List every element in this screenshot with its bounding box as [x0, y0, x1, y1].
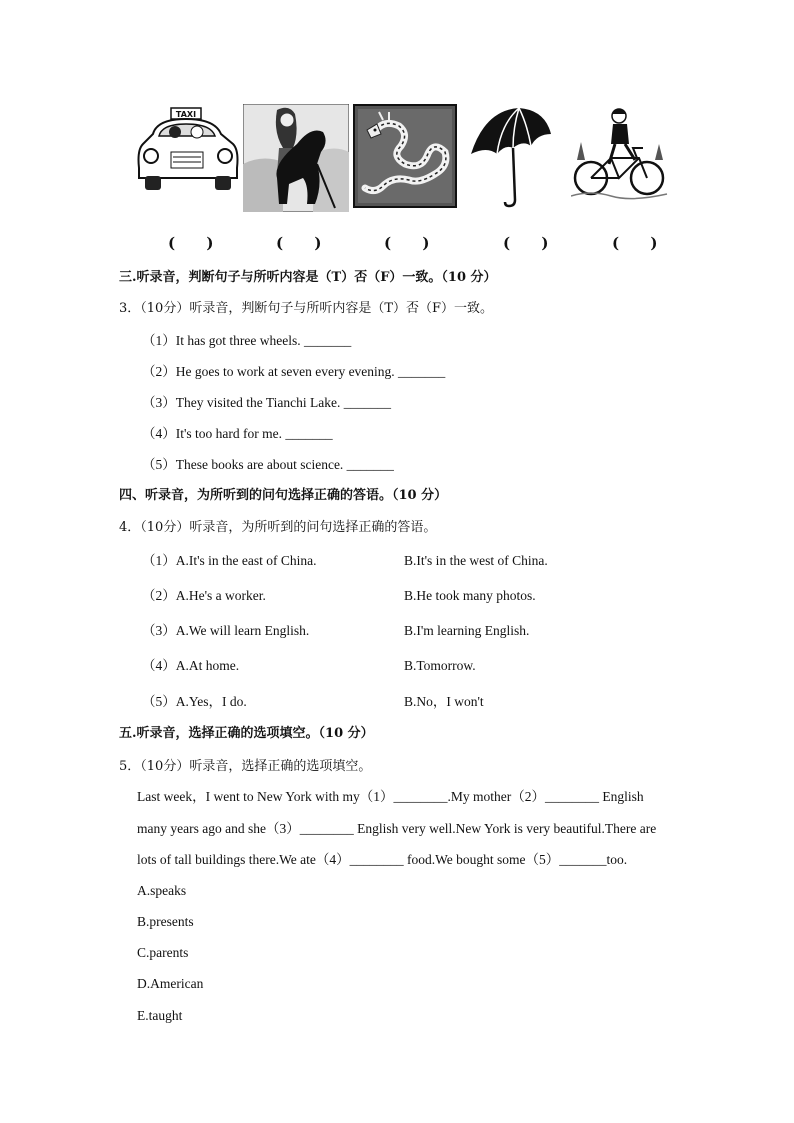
picture-row [135, 104, 675, 216]
answer-bracket-1[interactable]: ( ) [168, 234, 214, 252]
section3-item-5: （5）These books are about science. _______ [142, 457, 394, 472]
section4-item-2-option-b: B.He took many photos. [404, 588, 536, 603]
section3-heading: 三.听录音，判断句子与所听内容是（T）否（F）一致。（10 分） [119, 270, 497, 285]
section4-item-4-option-b: B.Tomorrow. [404, 658, 476, 673]
section4-item-1-option-b: B.It's in the west of China. [404, 553, 548, 568]
umbrella-picture [465, 104, 555, 208]
section5-passage-line-1: Last week，I went to New York with my（1）________.My mother（2）________ English [137, 789, 644, 804]
section4-heading: 四、听录音，为所听到的问句选择正确的答语。（10 分） [119, 488, 448, 503]
section4-item-5-option-b: B.No，I won't [404, 694, 484, 709]
section3-item-1: （1）It has got three wheels. _______ [142, 333, 352, 348]
section5-passage-line-3: lots of tall buildings there.We ate（4）________ food.We bought some（5）_______too. [137, 852, 628, 867]
section5-option-c: C.parents [137, 945, 189, 960]
bicycle-picture [571, 104, 669, 208]
taxi-sign: TAXI [175, 110, 197, 119]
section3-item-3: （3）They visited the Tianchi Lake. _______ [142, 395, 391, 410]
section5-option-b: B.presents [137, 914, 194, 929]
section4-question: 4．（10分）听录音，为所听到的问句选择正确的答语。 [119, 520, 437, 535]
section4-item-2-option-a: （2）A.He's a worker. [142, 588, 266, 603]
answer-bracket-4[interactable]: ( ) [503, 234, 549, 252]
section5-option-a: A.speaks [137, 883, 187, 898]
taxi-picture [135, 104, 241, 196]
section4-item-4-option-a: （4）A.At home. [142, 658, 240, 673]
section4-item-1-option-a: （1）A.It's in the east of China. [142, 553, 317, 568]
answer-bracket-5[interactable]: ( ) [612, 234, 658, 252]
section5-option-e: E.taught [137, 1008, 183, 1023]
answer-bracket-3[interactable]: ( ) [384, 234, 430, 252]
section5-option-d: D.American [137, 976, 204, 991]
horse-rider-picture [243, 104, 349, 212]
section5-passage-line-2: many years ago and she（3）________ English very well.New York is very beautiful.There are [137, 821, 657, 836]
answer-bracket-2[interactable]: ( ) [276, 234, 322, 252]
section4-item-3-option-b: B.I'm learning English. [404, 623, 530, 638]
dragon-picture [353, 104, 457, 208]
section3-item-4: （4）It's too hard for me. _______ [142, 426, 333, 441]
section4-item-3-option-a: （3）A.We will learn English. [142, 623, 310, 638]
section4-item-5-option-a: （5）A.Yes，I do. [142, 694, 247, 709]
section3-item-2: （2）He goes to work at seven every evening. _______ [142, 364, 446, 379]
section5-heading: 五.听录音，选择正确的选项填空。（10 分） [119, 726, 374, 741]
section5-question: 5．（10分）听录音，选择正确的选项填空。 [119, 759, 372, 774]
section3-question: 3．（10分）听录音，判断句子与所听内容是（T）否（F）一致。 [119, 301, 494, 316]
